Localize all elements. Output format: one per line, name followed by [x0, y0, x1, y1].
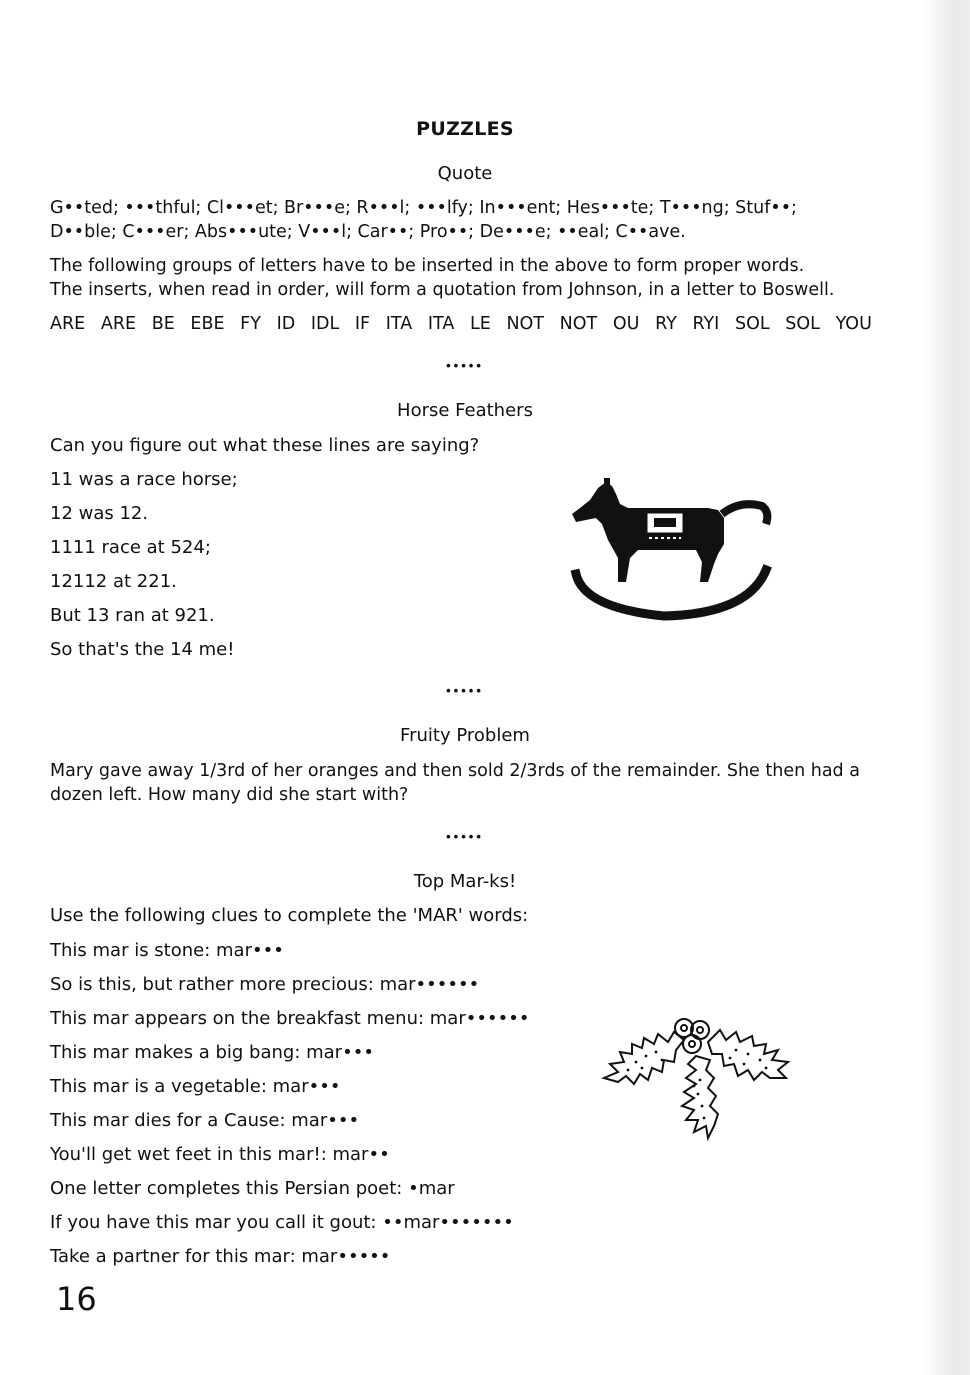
insert-group: EBE — [190, 314, 225, 334]
horse-feathers-line: 1111 race at 524; — [50, 537, 211, 558]
horse-feathers-line: So that's the 14 me! — [50, 639, 235, 660]
top-marks-clue: This mar is stone: mar••• — [50, 940, 284, 961]
quote-heading: Quote — [437, 163, 493, 184]
insert-group: BE — [151, 314, 175, 334]
insert-group: YOU — [835, 314, 872, 334]
fruity-problem-line-1: Mary gave away 1/3rd of her oranges and then sold 2/3rds of the remainder. She then had a — [50, 761, 860, 781]
insert-group: FY — [240, 314, 261, 334]
insert-group: ID — [276, 314, 296, 334]
page-number: 16 — [56, 1280, 97, 1318]
top-marks-clue: This mar dies for a Cause: mar••• — [50, 1110, 360, 1131]
holly-icon — [596, 1010, 794, 1148]
horse-feathers-intro: Can you figure out what these lines are saying? — [50, 435, 480, 456]
insert-group: RY — [655, 314, 677, 334]
insert-group: ARE — [50, 314, 86, 334]
section-separator: ••••• — [446, 358, 484, 373]
document-page — [50, 0, 880, 1375]
page-edge-shadow — [922, 0, 970, 1375]
top-marks-heading: Top Mar-ks! — [413, 871, 517, 892]
section-separator: ••••• — [446, 683, 484, 698]
insert-group: ITA — [427, 314, 455, 334]
top-marks-clue: You'll get wet feet in this mar!: mar•• — [50, 1144, 390, 1165]
page-title: PUZZLES — [416, 118, 514, 140]
insert-group: NOT — [506, 314, 544, 334]
horse-feathers-line: 12 was 12. — [50, 503, 149, 524]
insert-group: IDL — [310, 314, 340, 334]
fruity-problem-heading: Fruity Problem — [400, 725, 530, 746]
top-marks-intro: Use the following clues to complete the 'MAR' words: — [50, 905, 529, 926]
insert-group: SOL — [785, 314, 820, 334]
quote-clue-line-1: G••ted; •••thful; Cl•••et; Br•••e; R•••l; •••lfy; In•••ent; Hes•••te; T•••ng; Stuf••; — [50, 198, 797, 218]
quote-instruction-line-2: The inserts, when read in order, will form a quotation from Johnson, in a letter to Boswell. — [50, 280, 835, 300]
horse-feathers-line: 11 was a race horse; — [50, 469, 238, 490]
section-separator: ••••• — [446, 829, 484, 844]
horse-feathers-heading: Horse Feathers — [397, 400, 533, 421]
top-marks-clue: So is this, but rather more precious: mar•••••• — [50, 974, 480, 995]
insert-group: NOT — [559, 314, 598, 334]
fruity-problem-line-2: dozen left. How many did she start with? — [50, 785, 409, 805]
insert-group: OU — [612, 314, 640, 334]
top-marks-clue: This mar appears on the breakfast menu: mar•••••• — [50, 1008, 530, 1029]
quote-inserts-row — [50, 312, 872, 336]
quote-instruction-line-1: The following groups of letters have to be inserted in the above to form proper words. — [50, 256, 805, 276]
rocking-horse-icon — [568, 478, 774, 626]
insert-group: LE — [469, 314, 491, 334]
horse-feathers-line: 12112 at 221. — [50, 571, 177, 592]
insert-group: SOL — [735, 314, 770, 334]
insert-group: ITA — [385, 314, 413, 334]
horse-feathers-line: But 13 ran at 921. — [50, 605, 215, 626]
insert-group: RYI — [692, 314, 720, 334]
top-marks-clue: This mar is a vegetable: mar••• — [50, 1076, 341, 1097]
insert-group: IF — [354, 314, 371, 334]
top-marks-clue: Take a partner for this mar: mar••••• — [50, 1246, 391, 1267]
insert-group: ARE — [100, 314, 137, 334]
top-marks-clue: One letter completes this Persian poet: •mar — [50, 1178, 455, 1199]
top-marks-clue: If you have this mar you call it gout: ••mar••••••• — [50, 1212, 514, 1233]
top-marks-clue: This mar makes a big bang: mar••• — [50, 1042, 374, 1063]
quote-clue-line-2: D••ble; C•••er; Abs•••ute; V•••l; Car••; Pro••; De•••e; ••eal; C••ave. — [50, 222, 686, 242]
